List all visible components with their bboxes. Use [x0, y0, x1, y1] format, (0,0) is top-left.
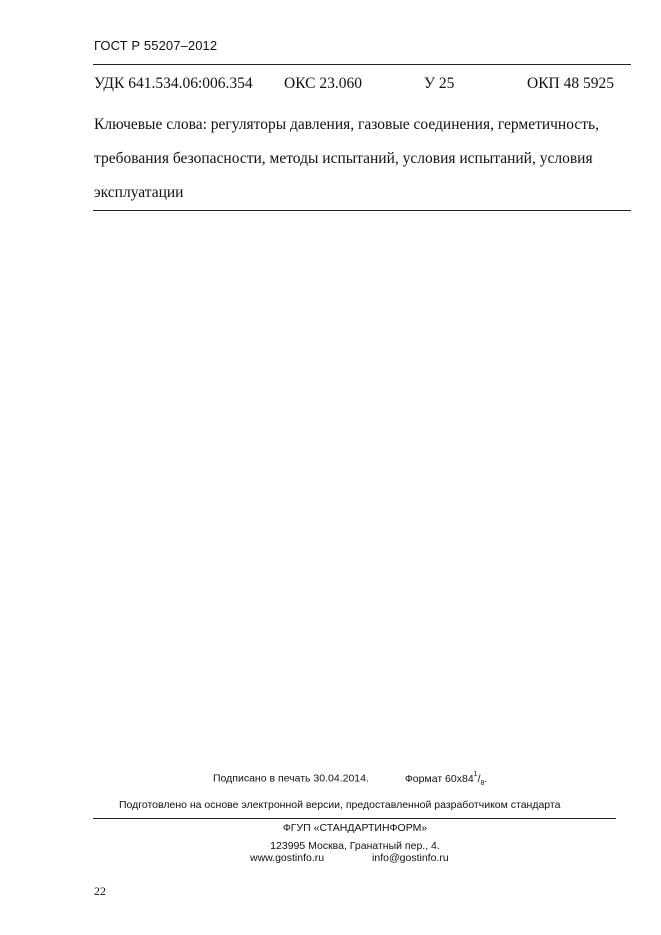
prepared-note: Подготовлено на основе электронной версии, предоставленной разработчиком стандарта	[119, 799, 561, 811]
paper-format: Формат $60х84^1/_8$.	[404, 771, 488, 787]
keywords-line: эксплуатации	[94, 184, 184, 201]
format-numerator: 1	[473, 771, 478, 778]
okp-code: ОКП 48 5925	[527, 75, 614, 92]
email-link[interactable]: info@gostinfo.ru	[372, 852, 449, 864]
publisher-name: ФГУП «СТАНДАРТИНФОРМ»	[282, 822, 428, 834]
keywords-line: требования безопасности, методы испытаний, условия испытаний, условия	[94, 150, 593, 167]
format-denominator: 8	[480, 779, 485, 787]
standard-designation: ГОСТ Р 55207–2012	[94, 38, 218, 53]
print-info	[213, 772, 487, 787]
udk-code: УДК 641.534.06:006.354	[94, 75, 253, 92]
keywords-line: Ключевые слова: регуляторы давления, газовые соединения, герметичность,	[94, 116, 599, 133]
header-divider	[93, 64, 631, 65]
page-number: 22	[94, 884, 106, 898]
u-code: У 25	[424, 75, 455, 92]
document-header	[94, 38, 217, 53]
keywords-divider	[93, 210, 631, 211]
signed-date: Подписано в печать 30.04.2014.	[213, 772, 369, 785]
website-link[interactable]: www.gostinfo.ru	[250, 852, 325, 864]
classification-codes	[94, 75, 616, 95]
keywords-block	[94, 108, 614, 210]
imprint-divider	[93, 818, 616, 819]
format-suffix: .	[484, 772, 488, 785]
format-prefix: Формат 60х84	[404, 772, 474, 785]
publisher-address: 123995 Москва, Гранатный пер., 4.	[270, 840, 440, 852]
oks-code: ОКС 23.060	[284, 75, 362, 92]
publisher-contacts	[250, 852, 449, 864]
